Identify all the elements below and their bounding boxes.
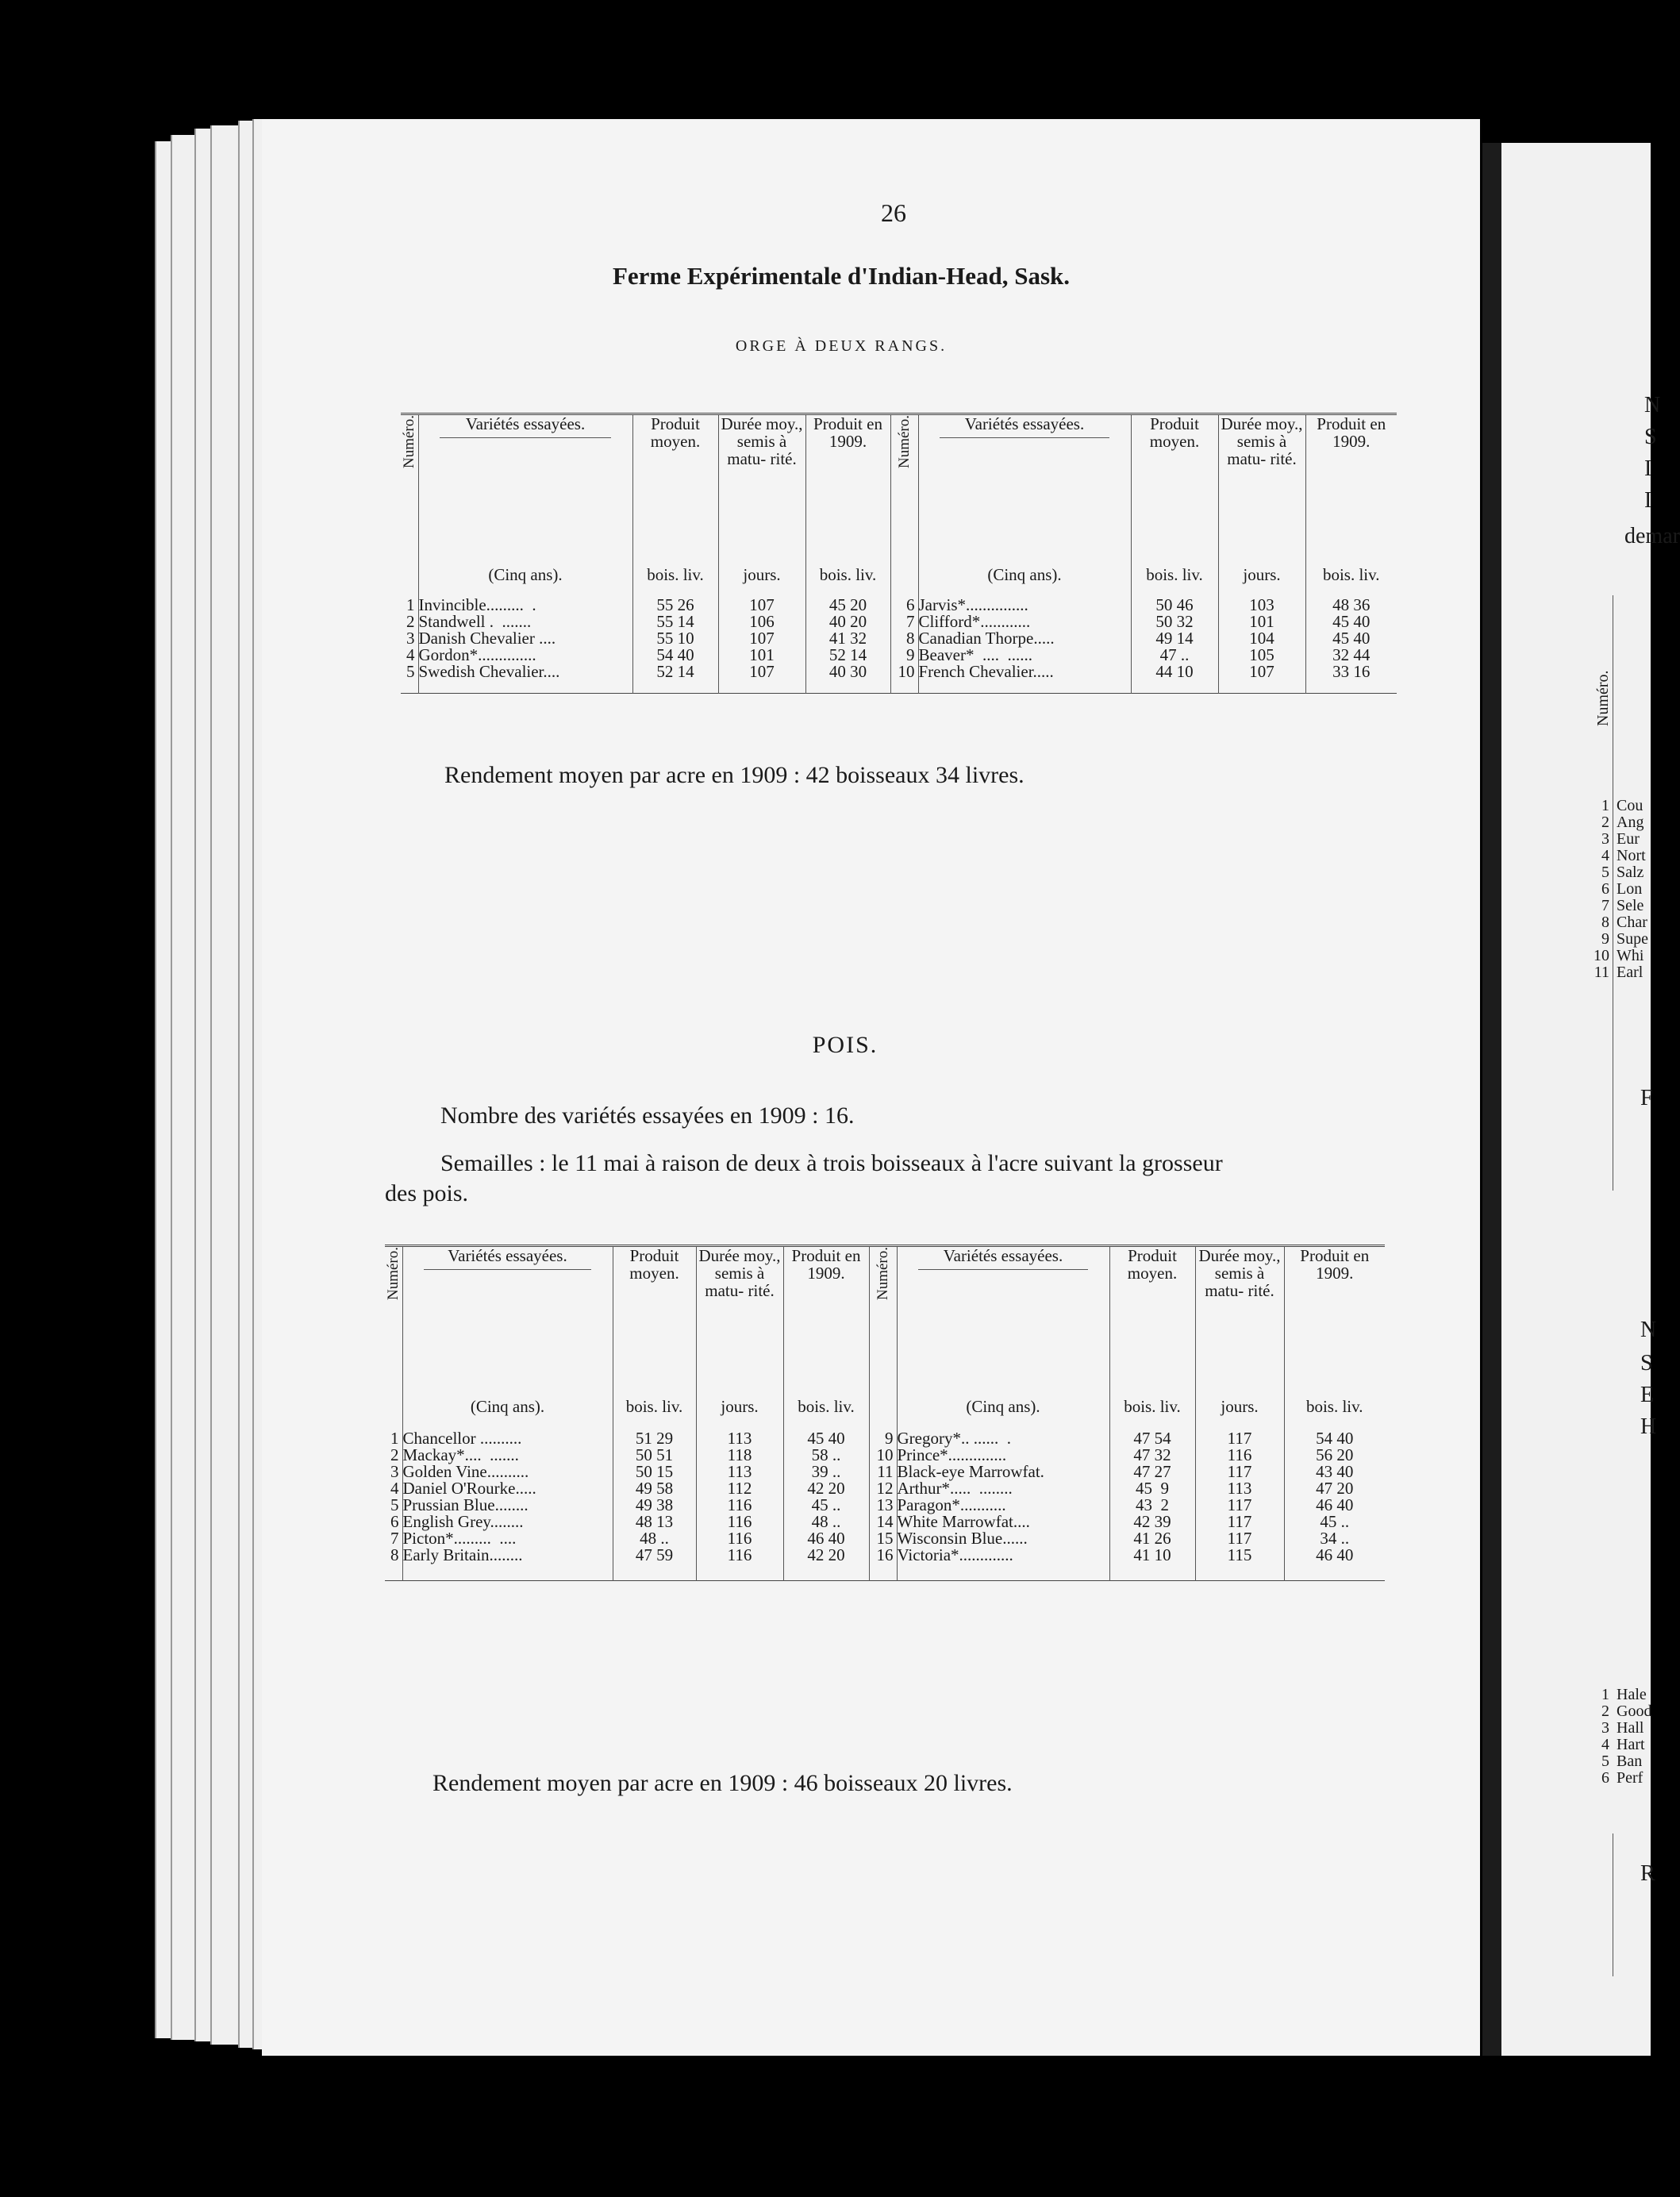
variety-name: Arthur*..... ........ — [897, 1478, 1013, 1498]
avg-yield-value: 47 59 — [635, 1545, 674, 1564]
yield-1909-value: 45 .. — [1320, 1511, 1350, 1531]
yield-1909-value: 46 40 — [1316, 1545, 1354, 1564]
row-number: 14 — [876, 1511, 894, 1531]
yield-1909-value: 45 20 — [828, 594, 867, 614]
right-variety-name: Supe — [1617, 930, 1648, 948]
duration-value: 113 — [727, 1428, 752, 1448]
variety-name: Victoria*............. — [897, 1545, 1013, 1564]
right-row-number: 4 — [1601, 1736, 1609, 1753]
table-units-row — [385, 1397, 1385, 1422]
variety-name: White Marrowfat.... — [897, 1511, 1030, 1531]
duration-value: 107 — [749, 661, 775, 681]
row-number: 16 — [876, 1545, 894, 1564]
avg-yield-value: 41 26 — [1133, 1528, 1171, 1548]
right-row-number: 3 — [1601, 830, 1609, 848]
right-variety-name: Hale — [1617, 1686, 1647, 1703]
avg-yield-value: 47 54 — [1133, 1428, 1171, 1448]
avg-yield-value: 49 38 — [635, 1495, 674, 1514]
variety-name: Canadian Thorpe..... — [918, 628, 1055, 648]
header-number: Numéro. — [385, 1247, 402, 1301]
yield-1909-value: 48 .. — [811, 1511, 841, 1531]
variety-name: Picton*......... .... — [402, 1528, 517, 1548]
row-number: 1 — [390, 1428, 399, 1448]
yield-1909-value: 32 44 — [1332, 644, 1371, 664]
duration-value: 116 — [727, 1511, 752, 1531]
yield-1909-value: 45 40 — [807, 1428, 845, 1448]
duration-value: 103 — [1249, 594, 1274, 614]
yield-1909-value: 52 14 — [828, 644, 867, 664]
unit-variety: (Cinq ans). — [918, 565, 1131, 591]
duration-value: 116 — [727, 1528, 752, 1548]
yield-1909-value: 42 20 — [807, 1478, 845, 1498]
right-row-number: 6 — [1601, 880, 1609, 898]
unit-yield-1909: bois. liv. — [805, 565, 890, 591]
avg-yield-value: 49 14 — [1155, 628, 1194, 648]
row-number: 2 — [406, 611, 415, 631]
right-variety-name: Ang — [1617, 814, 1644, 831]
avg-yield-value: 42 39 — [1133, 1511, 1171, 1531]
row-number: 6 — [906, 594, 915, 614]
duration-value: 116 — [727, 1495, 752, 1514]
avg-yield-value: 49 58 — [635, 1478, 674, 1498]
farm-title: Ferme Expérimentale d'Indian-Head, Sask. — [612, 262, 1071, 290]
avg-yield-value: 48 .. — [640, 1528, 669, 1548]
right-variety-name: Eur — [1617, 830, 1640, 848]
yield-1909-value: 54 40 — [1316, 1428, 1354, 1448]
right-page-letter: R — [1640, 1861, 1655, 1886]
row-number: 9 — [906, 644, 915, 664]
unit-duration: jours. — [1195, 1397, 1284, 1422]
variety-name: Black-eye Marrowfat. — [897, 1461, 1044, 1481]
unit-avg-yield: bois. liv. — [632, 565, 718, 591]
right-variety-name: Cou — [1617, 797, 1643, 814]
duration-value: 116 — [727, 1545, 752, 1564]
variety-name: Swedish Chevalier.... — [418, 661, 560, 681]
right-variety-name: Whi — [1617, 947, 1644, 964]
table-header-row — [385, 1246, 1385, 1397]
row-number: 3 — [390, 1461, 399, 1481]
right-variety-name: Char — [1617, 914, 1647, 931]
avg-yield-value: 47 27 — [1133, 1461, 1171, 1481]
header-yield-1909: Produit en 1909. — [1300, 1246, 1370, 1283]
right-row-number: 8 — [1601, 914, 1609, 931]
avg-yield-value: 55 26 — [656, 594, 694, 614]
table-body-row — [401, 591, 1397, 694]
variety-name: Invincible......... . — [418, 594, 536, 614]
row-number: 6 — [390, 1511, 399, 1531]
right-variety-name: Sele — [1617, 897, 1644, 914]
avg-yield-value: 55 14 — [656, 611, 694, 631]
avg-yield-value: 50 32 — [1155, 611, 1194, 631]
avg-yield-value: 45 9 — [1136, 1478, 1169, 1498]
row-number: 15 — [876, 1528, 894, 1548]
variety-name: Gordon*.............. — [418, 644, 536, 664]
right-variety-name: Perf — [1617, 1769, 1643, 1787]
barley-section-title: ORGE À DEUX RANGS. — [735, 337, 948, 355]
right-row-number: 7 — [1601, 897, 1609, 914]
table-body-row — [385, 1422, 1385, 1581]
peas-section-title: POIS. — [812, 1032, 878, 1058]
peas-table — [385, 1245, 1385, 1581]
duration-value: 117 — [1227, 1511, 1252, 1531]
duration-value: 118 — [727, 1445, 752, 1464]
row-number: 4 — [390, 1478, 399, 1498]
row-number: 13 — [876, 1495, 894, 1514]
avg-yield-value: 43 2 — [1136, 1495, 1169, 1514]
document-page — [262, 119, 1480, 2056]
right-row-number: 3 — [1601, 1719, 1609, 1737]
header-yield-1909: Produit en 1909. — [813, 414, 882, 451]
row-number: 7 — [906, 611, 915, 631]
barley-avg-yield: Rendement moyen par acre en 1909 : 42 boisseaux 34 livres. — [444, 762, 1025, 788]
book-gutter — [1482, 143, 1501, 2056]
variety-name: Paragon*........... — [897, 1495, 1006, 1514]
unit-variety: (Cinq ans). — [402, 1397, 613, 1422]
header-avg-yield: Produit moyen. — [1149, 414, 1200, 451]
right-page-letter: S — [1644, 425, 1657, 449]
right-row-number: 2 — [1601, 1703, 1609, 1720]
duration-value: 107 — [1249, 661, 1274, 681]
table-units-row — [401, 565, 1397, 591]
variety-name: Prince*.............. — [897, 1445, 1007, 1464]
variety-name: Mackay*.... ....... — [402, 1445, 519, 1464]
header-variety: Variétés essayées. — [964, 414, 1085, 433]
header-variety: Variétés essayées. — [448, 1246, 567, 1265]
right-row-number: 1 — [1601, 1686, 1609, 1703]
avg-yield-value: 50 51 — [635, 1445, 674, 1464]
header-number: Numéro. — [401, 415, 417, 469]
row-number: 8 — [390, 1545, 399, 1564]
variety-name: French Chevalier..... — [918, 661, 1054, 681]
right-page-letter: N — [1640, 1318, 1657, 1342]
right-page-letter: F — [1640, 1086, 1653, 1110]
yield-1909-value: 45 40 — [1332, 611, 1371, 631]
avg-yield-value: 44 10 — [1155, 661, 1194, 681]
header-yield-1909: Produit en 1909. — [791, 1246, 861, 1283]
variety-name: Jarvis*............... — [918, 594, 1028, 614]
header-duration: Durée moy., semis à matu- rité. — [721, 414, 803, 468]
variety-name: Danish Chevalier .... — [418, 628, 556, 648]
page-number: 26 — [881, 198, 906, 227]
variety-name: Beaver* .... ...... — [918, 644, 1032, 664]
variety-name: Golden Vine.......... — [402, 1461, 529, 1481]
avg-yield-value: 47 32 — [1133, 1445, 1171, 1464]
header-number: Numéro. — [874, 1247, 891, 1301]
variety-name: Early Britain........ — [402, 1545, 523, 1564]
barley-table — [401, 413, 1397, 694]
header-yield-1909: Produit en 1909. — [1317, 414, 1386, 451]
right-row-number: 5 — [1601, 1753, 1609, 1770]
yield-1909-value: 58 .. — [811, 1445, 841, 1464]
duration-value: 116 — [1227, 1445, 1252, 1464]
header-variety: Variétés essayées. — [943, 1246, 1063, 1265]
right-page-letter: E — [1640, 1383, 1655, 1407]
header-avg-yield: Produit moyen. — [1127, 1246, 1178, 1283]
yield-1909-value: 33 16 — [1332, 661, 1371, 681]
unit-avg-yield: bois. liv. — [1131, 565, 1218, 591]
right-variety-name: Nort — [1617, 847, 1646, 864]
header-variety: Variétés essayées. — [465, 414, 586, 433]
variety-name: Wisconsin Blue...... — [897, 1528, 1028, 1548]
row-number: 4 — [406, 644, 415, 664]
yield-1909-value: 45 40 — [1332, 628, 1371, 648]
duration-value: 107 — [749, 594, 775, 614]
variety-name: Clifford*............ — [918, 611, 1031, 631]
header-duration: Durée moy., semis à matu- rité. — [1198, 1246, 1281, 1300]
unit-avg-yield: bois. liv. — [1109, 1397, 1195, 1422]
right-page-letter: S — [1640, 1351, 1653, 1376]
right-page-letter: I — [1644, 456, 1652, 481]
variety-name: Chancellor .......... — [402, 1428, 522, 1448]
row-number: 9 — [885, 1428, 894, 1448]
right-page-letter: N — [1644, 393, 1661, 417]
avg-yield-value: 47 .. — [1159, 644, 1190, 664]
yield-1909-value: 40 20 — [828, 611, 867, 631]
right-row-number: 2 — [1601, 814, 1609, 831]
peas-sowing-text-cont: des pois. — [385, 1180, 468, 1206]
unit-variety: (Cinq ans). — [418, 565, 632, 591]
table-header-row — [401, 414, 1397, 565]
duration-value: 104 — [1249, 628, 1274, 648]
row-number: 5 — [406, 661, 415, 681]
duration-value: 112 — [727, 1478, 752, 1498]
right-page-letter: I — [1644, 488, 1652, 513]
duration-value: 117 — [1227, 1528, 1252, 1548]
duration-value: 117 — [1227, 1461, 1252, 1481]
header-duration: Durée moy., semis à matu- rité. — [698, 1246, 781, 1300]
unit-duration: jours. — [1218, 565, 1305, 591]
peas-varieties-count: Nombre des variétés essayées en 1909 : 16. — [440, 1102, 855, 1129]
adjacent-page — [1501, 143, 1680, 2056]
yield-1909-value: 47 20 — [1316, 1478, 1354, 1498]
row-number: 7 — [390, 1528, 399, 1548]
unit-avg-yield: bois. liv. — [613, 1397, 696, 1422]
avg-yield-value: 55 10 — [656, 628, 694, 648]
duration-value: 113 — [727, 1461, 752, 1481]
avg-yield-value: 50 15 — [635, 1461, 674, 1481]
yield-1909-value: 43 40 — [1316, 1461, 1354, 1481]
right-row-number: 5 — [1601, 864, 1609, 881]
avg-yield-value: 48 13 — [635, 1511, 674, 1531]
peas-sowing-text: Semailles : le 11 mai à raison de deux à trois boisseaux à l'acre suivant la grosseur — [440, 1150, 1223, 1176]
variety-name: English Grey........ — [402, 1511, 524, 1531]
avg-yield-value: 41 10 — [1133, 1545, 1171, 1564]
unit-yield-1909: bois. liv. — [783, 1397, 869, 1422]
row-number: 10 — [898, 661, 915, 681]
variety-name: Prussian Blue........ — [402, 1495, 529, 1514]
yield-1909-value: 46 40 — [807, 1528, 845, 1548]
avg-yield-value: 50 46 — [1155, 594, 1194, 614]
row-number: 3 — [406, 628, 415, 648]
right-page-numero: Numéro. — [1594, 670, 1612, 726]
duration-value: 105 — [1249, 644, 1274, 664]
header-avg-yield: Produit moyen. — [629, 1246, 679, 1283]
yield-1909-value: 45 .. — [811, 1495, 841, 1514]
duration-value: 107 — [749, 628, 775, 648]
duration-value: 106 — [749, 611, 775, 631]
avg-yield-value: 51 29 — [635, 1428, 674, 1448]
right-variety-name: Hart — [1617, 1736, 1645, 1753]
row-number: 5 — [390, 1495, 399, 1514]
unit-duration: jours. — [718, 565, 805, 591]
right-row-number: 9 — [1601, 930, 1609, 948]
right-row-number: 11 — [1594, 964, 1609, 981]
yield-1909-value: 56 20 — [1316, 1445, 1354, 1464]
right-variety-name: Salz — [1617, 864, 1644, 881]
duration-value: 101 — [1249, 611, 1274, 631]
right-variety-name: Good — [1617, 1703, 1652, 1720]
unit-duration: jours. — [696, 1397, 783, 1422]
header-avg-yield: Produit moyen. — [650, 414, 701, 451]
yield-1909-value: 48 36 — [1332, 594, 1371, 614]
right-row-number: 6 — [1601, 1769, 1609, 1787]
variety-name: Standwell . ....... — [418, 611, 532, 631]
right-row-number: 1 — [1601, 797, 1609, 814]
duration-value: 117 — [1227, 1428, 1252, 1448]
peas-avg-yield: Rendement moyen par acre en 1909 : 46 boisseaux 20 livres. — [432, 1770, 1013, 1796]
variety-name: Daniel O'Rourke..... — [402, 1478, 536, 1498]
right-variety-name: Earl — [1617, 964, 1643, 981]
right-variety-name: Lon — [1617, 880, 1643, 898]
avg-yield-value: 52 14 — [656, 661, 694, 681]
row-number: 10 — [876, 1445, 894, 1464]
right-page-letter: H — [1640, 1414, 1657, 1439]
duration-value: 115 — [1227, 1545, 1252, 1564]
yield-1909-value: 40 30 — [828, 661, 867, 681]
right-row-number: 10 — [1594, 947, 1609, 964]
unit-variety: (Cinq ans). — [897, 1397, 1109, 1422]
row-number: 11 — [877, 1461, 894, 1481]
right-variety-name: Hall — [1617, 1719, 1644, 1737]
yield-1909-value: 46 40 — [1316, 1495, 1354, 1514]
row-number: 1 — [406, 594, 415, 614]
variety-name: Gregory*.. ...... . — [897, 1428, 1011, 1448]
yield-1909-value: 41 32 — [828, 628, 867, 648]
row-number: 8 — [906, 628, 915, 648]
unit-yield-1909: bois. liv. — [1322, 564, 1380, 584]
row-number: 2 — [390, 1445, 399, 1464]
header-duration: Durée moy., semis à matu- rité. — [1221, 414, 1303, 468]
yield-1909-value: 39 .. — [811, 1461, 841, 1481]
avg-yield-value: 54 40 — [656, 644, 694, 664]
right-page-text: demar — [1624, 524, 1680, 548]
duration-value: 117 — [1227, 1495, 1252, 1514]
row-number: 12 — [876, 1478, 894, 1498]
right-variety-name: Ban — [1617, 1753, 1643, 1770]
header-number: Numéro. — [895, 415, 913, 469]
yield-1909-value: 42 20 — [807, 1545, 845, 1564]
yield-1909-value: 34 .. — [1320, 1528, 1350, 1548]
right-row-number: 4 — [1601, 847, 1609, 864]
duration-value: 101 — [749, 644, 775, 664]
duration-value: 113 — [1227, 1478, 1252, 1498]
unit-yield-1909: bois. liv. — [1305, 1396, 1363, 1416]
